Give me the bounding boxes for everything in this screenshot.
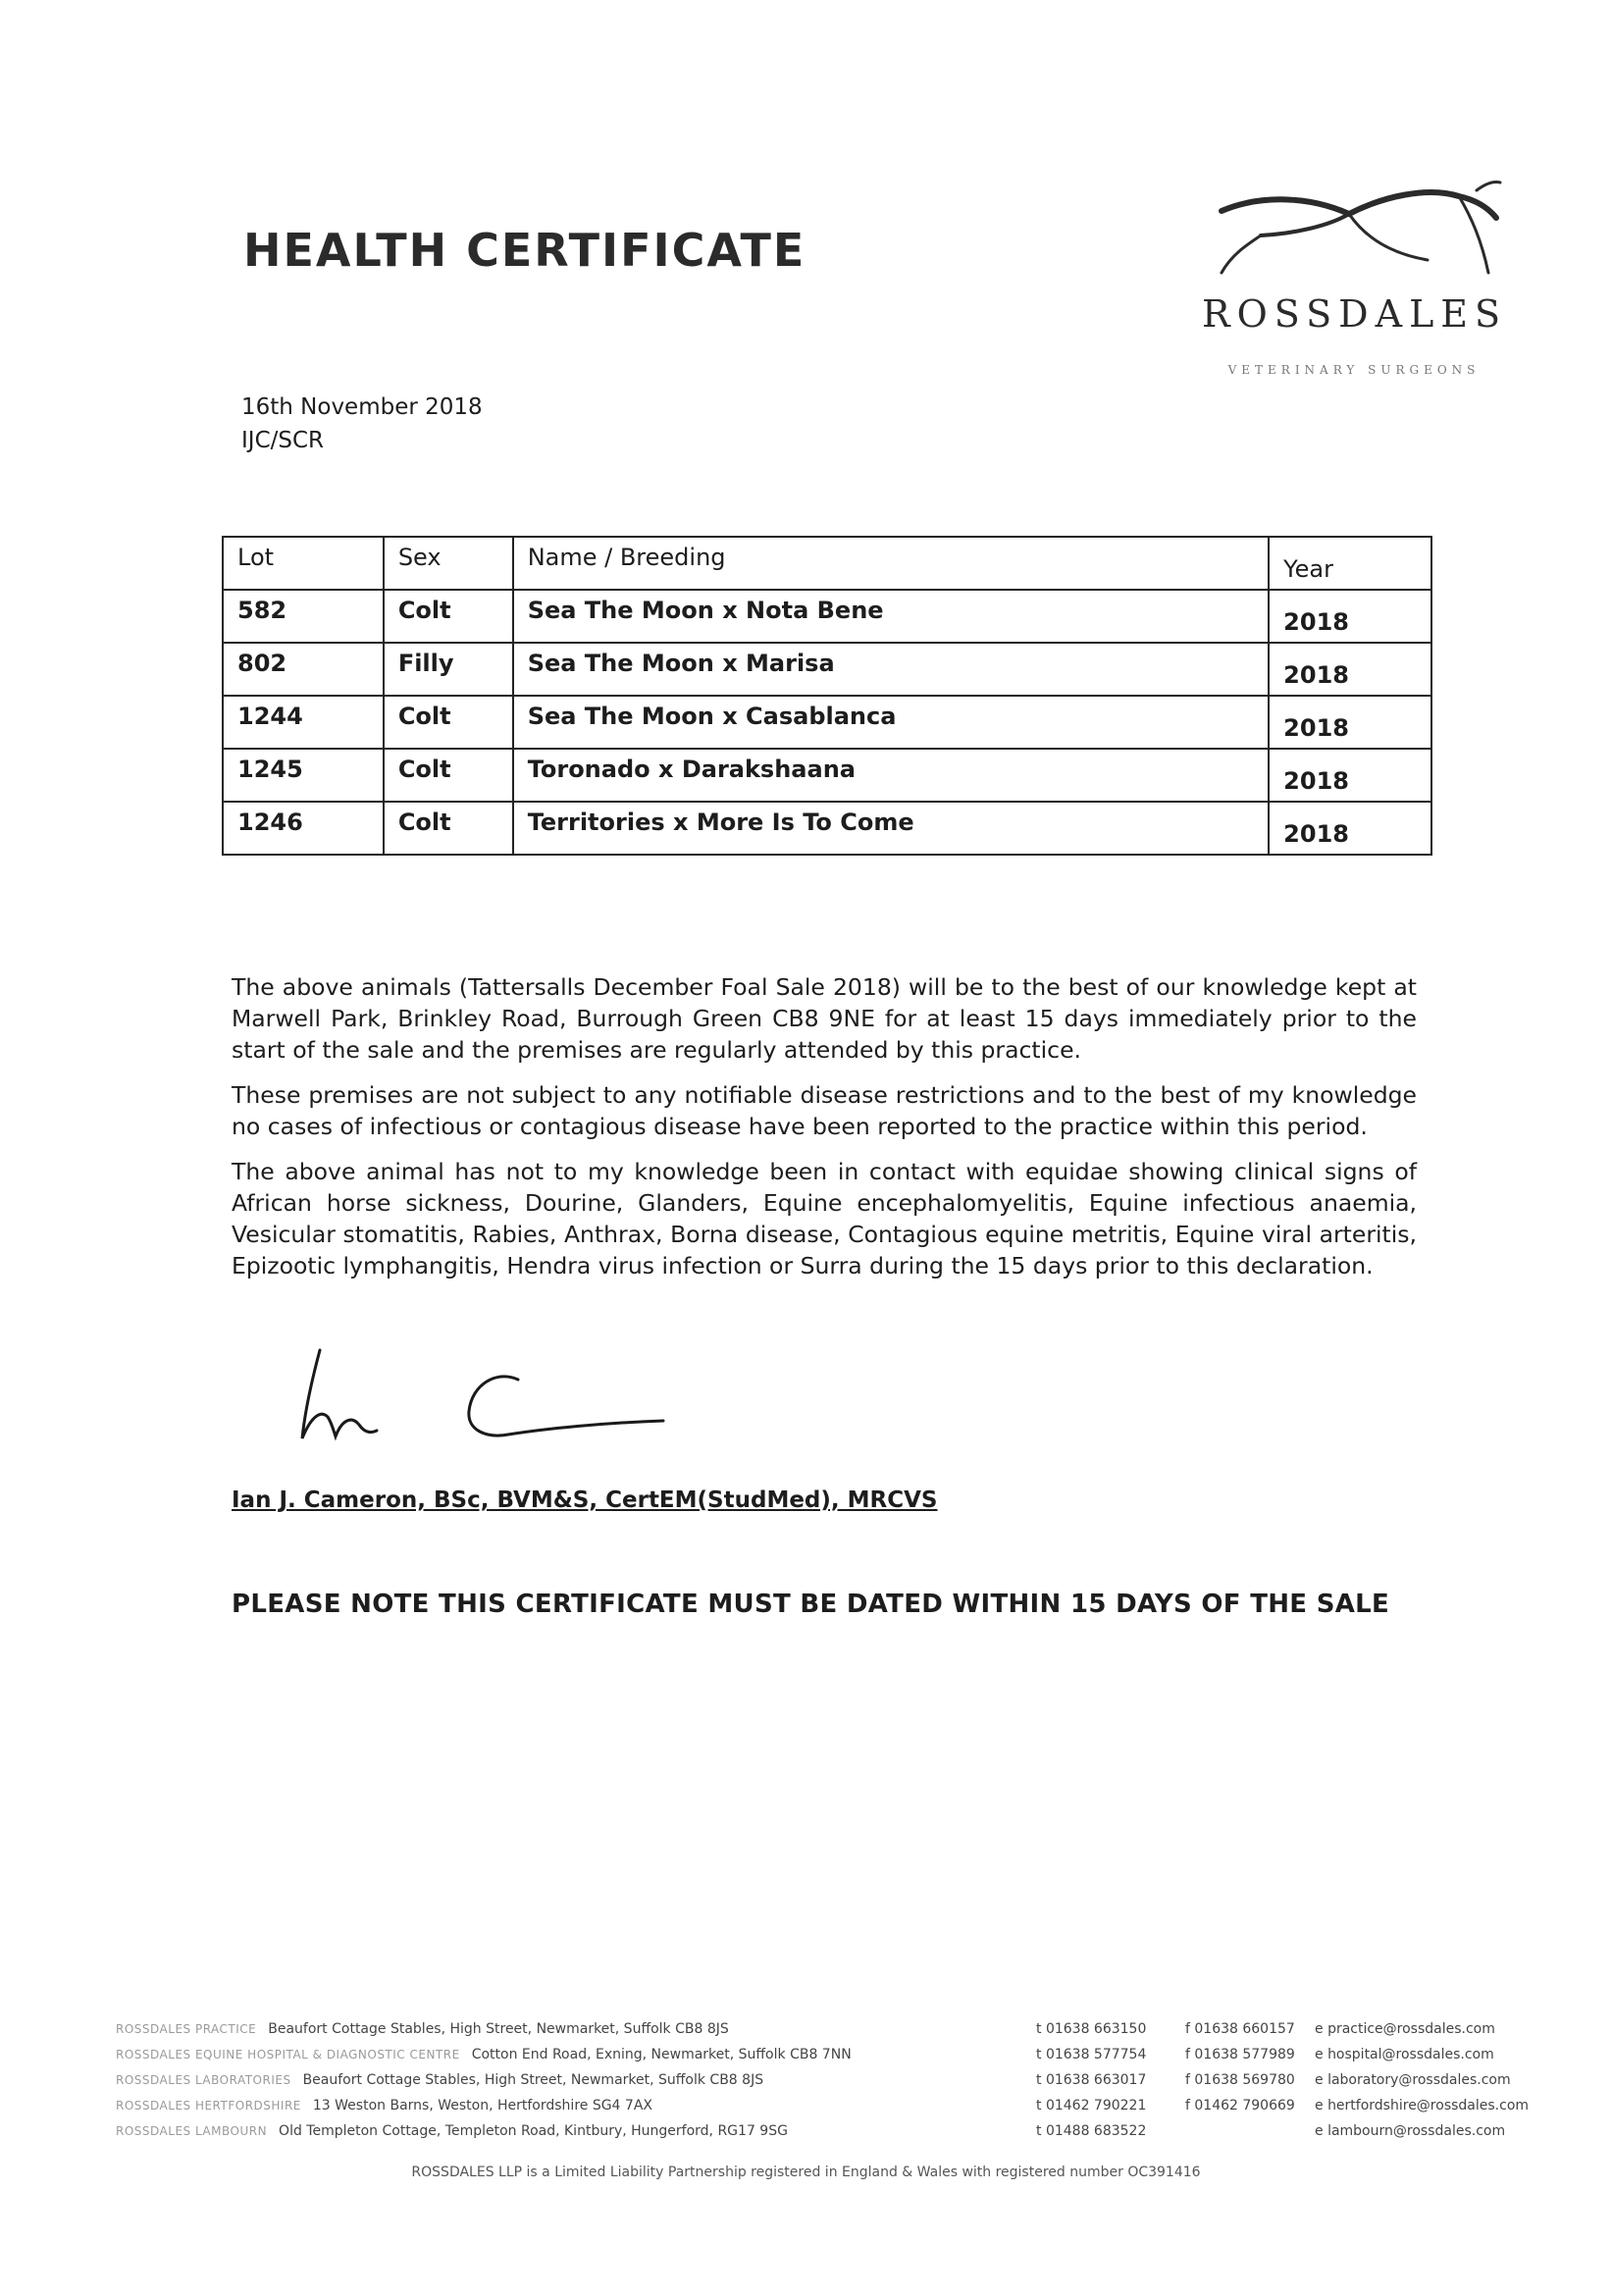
cell-year: 2018: [1269, 590, 1431, 643]
office-address: Old Templeton Cottage, Templeton Road, Kintbury, Hungerford, RG17 9SG: [279, 2123, 788, 2139]
footer-office-row: [116, 2098, 1548, 2123]
header-year: Year: [1269, 537, 1431, 590]
certificate-body: [232, 971, 1417, 1295]
office-phone: t 01488 683522: [1036, 2123, 1147, 2139]
handwritten-signature: [290, 1340, 683, 1448]
office-email: e hospital@rossdales.com: [1315, 2047, 1494, 2062]
cell-name: Toronado x Darakshaana: [513, 749, 1269, 802]
cell-sex: Colt: [384, 696, 513, 749]
dating-notice: PLEASE NOTE THIS CERTIFICATE MUST BE DATED WITHIN 15 DAYS OF THE SALE: [232, 1590, 1390, 1619]
office-dept: ROSSDALES PRACTICE: [116, 2022, 257, 2036]
cell-year: 2018: [1269, 802, 1431, 855]
office-phone: t 01462 790221: [1036, 2098, 1147, 2113]
cell-sex: Colt: [384, 749, 513, 802]
cell-lot: 1246: [223, 802, 384, 855]
cell-lot: 1244: [223, 696, 384, 749]
cell-lot: 802: [223, 643, 384, 696]
office-address: Cotton End Road, Exning, Newmarket, Suffolk CB8 7NN: [471, 2047, 852, 2062]
office-fax: f 01462 790669: [1185, 2098, 1295, 2113]
table-row: [223, 802, 1431, 855]
cell-name: Sea The Moon x Marisa: [513, 643, 1269, 696]
cell-year: 2018: [1269, 749, 1431, 802]
cell-sex: Colt: [384, 802, 513, 855]
office-phone: t 01638 663150: [1036, 2021, 1147, 2037]
office-dept: ROSSDALES EQUINE HOSPITAL & DIAGNOSTIC CENTRE: [116, 2048, 460, 2061]
footer-contacts: [116, 2021, 1548, 2149]
paragraph-contact-declaration: The above animal has not to my knowledge been in contact with equidae showing clinical signs of African horse sickness, Dourine, Glanders, Equine encephalomyelitis, Equine infectious anaemia, Vesicular stomatitis, Rabies, Anthrax, Borna disease, Contagious equine metritis, Equine viral arteritis, Epizootic lymphangitis, Hendra virus infection or Surra during the 15 days prior to this declaration.: [232, 1158, 1417, 1279]
office-fax: f 01638 569780: [1185, 2072, 1295, 2088]
certificate-title: HEALTH CERTIFICATE: [243, 224, 806, 277]
table-row: [223, 643, 1431, 696]
date-block: [241, 391, 483, 457]
office-address: Beaufort Cottage Stables, High Street, Newmarket, Suffolk CB8 8JS: [268, 2021, 729, 2037]
paragraph-disease-restrictions: These premises are not subject to any notifiable disease restrictions and to the best of my knowledge no cases of infectious or contagious disease have been reported to the practice within this period.: [232, 1081, 1417, 1140]
reference-code: IJC/SCR: [241, 428, 325, 453]
company-registration: ROSSDALES LLP is a Limited Liability Partnership registered in England & Wales with registered number OC391416: [411, 2165, 1201, 2180]
office-email: e practice@rossdales.com: [1315, 2021, 1495, 2037]
logo-wordmark: ROSSDALES: [1202, 292, 1508, 336]
office-phone: t 01638 577754: [1036, 2047, 1147, 2062]
table-row: [223, 749, 1431, 802]
certificate-date: 16th November 2018: [241, 394, 483, 420]
header-name-breeding: Name / Breeding: [513, 537, 1269, 590]
cell-lot: 1245: [223, 749, 384, 802]
cell-name: Sea The Moon x Nota Bene: [513, 590, 1269, 643]
header-sex: Sex: [384, 537, 513, 590]
table-row: [223, 696, 1431, 749]
office-email: e hertfordshire@rossdales.com: [1315, 2098, 1530, 2113]
footer-office-row: [116, 2021, 1548, 2047]
cell-sex: Filly: [384, 643, 513, 696]
header-lot: Lot: [223, 537, 384, 590]
footer-office-row: [116, 2047, 1548, 2072]
rossdales-logo: [1202, 167, 1526, 392]
cell-name: Territories x More Is To Come: [513, 802, 1269, 855]
office-dept: ROSSDALES LABORATORIES: [116, 2073, 291, 2087]
office-address: Beaufort Cottage Stables, High Street, Newmarket, Suffolk CB8 8JS: [302, 2072, 764, 2088]
office-dept: ROSSDALES LAMBOURN: [116, 2124, 268, 2138]
office-email: e lambourn@rossdales.com: [1315, 2123, 1506, 2139]
office-address: 13 Weston Barns, Weston, Hertfordshire SG4 7AX: [312, 2098, 652, 2113]
cell-lot: 582: [223, 590, 384, 643]
office-dept: ROSSDALES HERTFORDSHIRE: [116, 2099, 301, 2113]
logo-subtitle: VETERINARY SURGEONS: [1227, 363, 1481, 377]
office-phone: t 01638 663017: [1036, 2072, 1147, 2088]
horse-logo-icon: [1202, 167, 1506, 289]
cell-year: 2018: [1269, 643, 1431, 696]
table-row: [223, 590, 1431, 643]
table-header-row: [223, 537, 1431, 590]
signatory-name: Ian J. Cameron, BSc, BVM&S, CertEM(StudMed), MRCVS: [232, 1487, 938, 1513]
cell-year: 2018: [1269, 696, 1431, 749]
office-fax: f 01638 660157: [1185, 2021, 1295, 2037]
cell-sex: Colt: [384, 590, 513, 643]
office-fax: f 01638 577989: [1185, 2047, 1295, 2062]
paragraph-sale-location: The above animals (Tattersalls December Foal Sale 2018) will be to the best of our knowledge kept at Marwell Park, Brinkley Road, Burrough Green CB8 9NE for at least 15 days immediately prior to the start of the sale and the premises are regularly attended by this practice.: [232, 973, 1417, 1064]
cell-name: Sea The Moon x Casablanca: [513, 696, 1269, 749]
footer-office-row: [116, 2123, 1548, 2149]
office-email: e laboratory@rossdales.com: [1315, 2072, 1511, 2088]
footer-office-row: [116, 2072, 1548, 2098]
lots-table: [222, 536, 1432, 856]
